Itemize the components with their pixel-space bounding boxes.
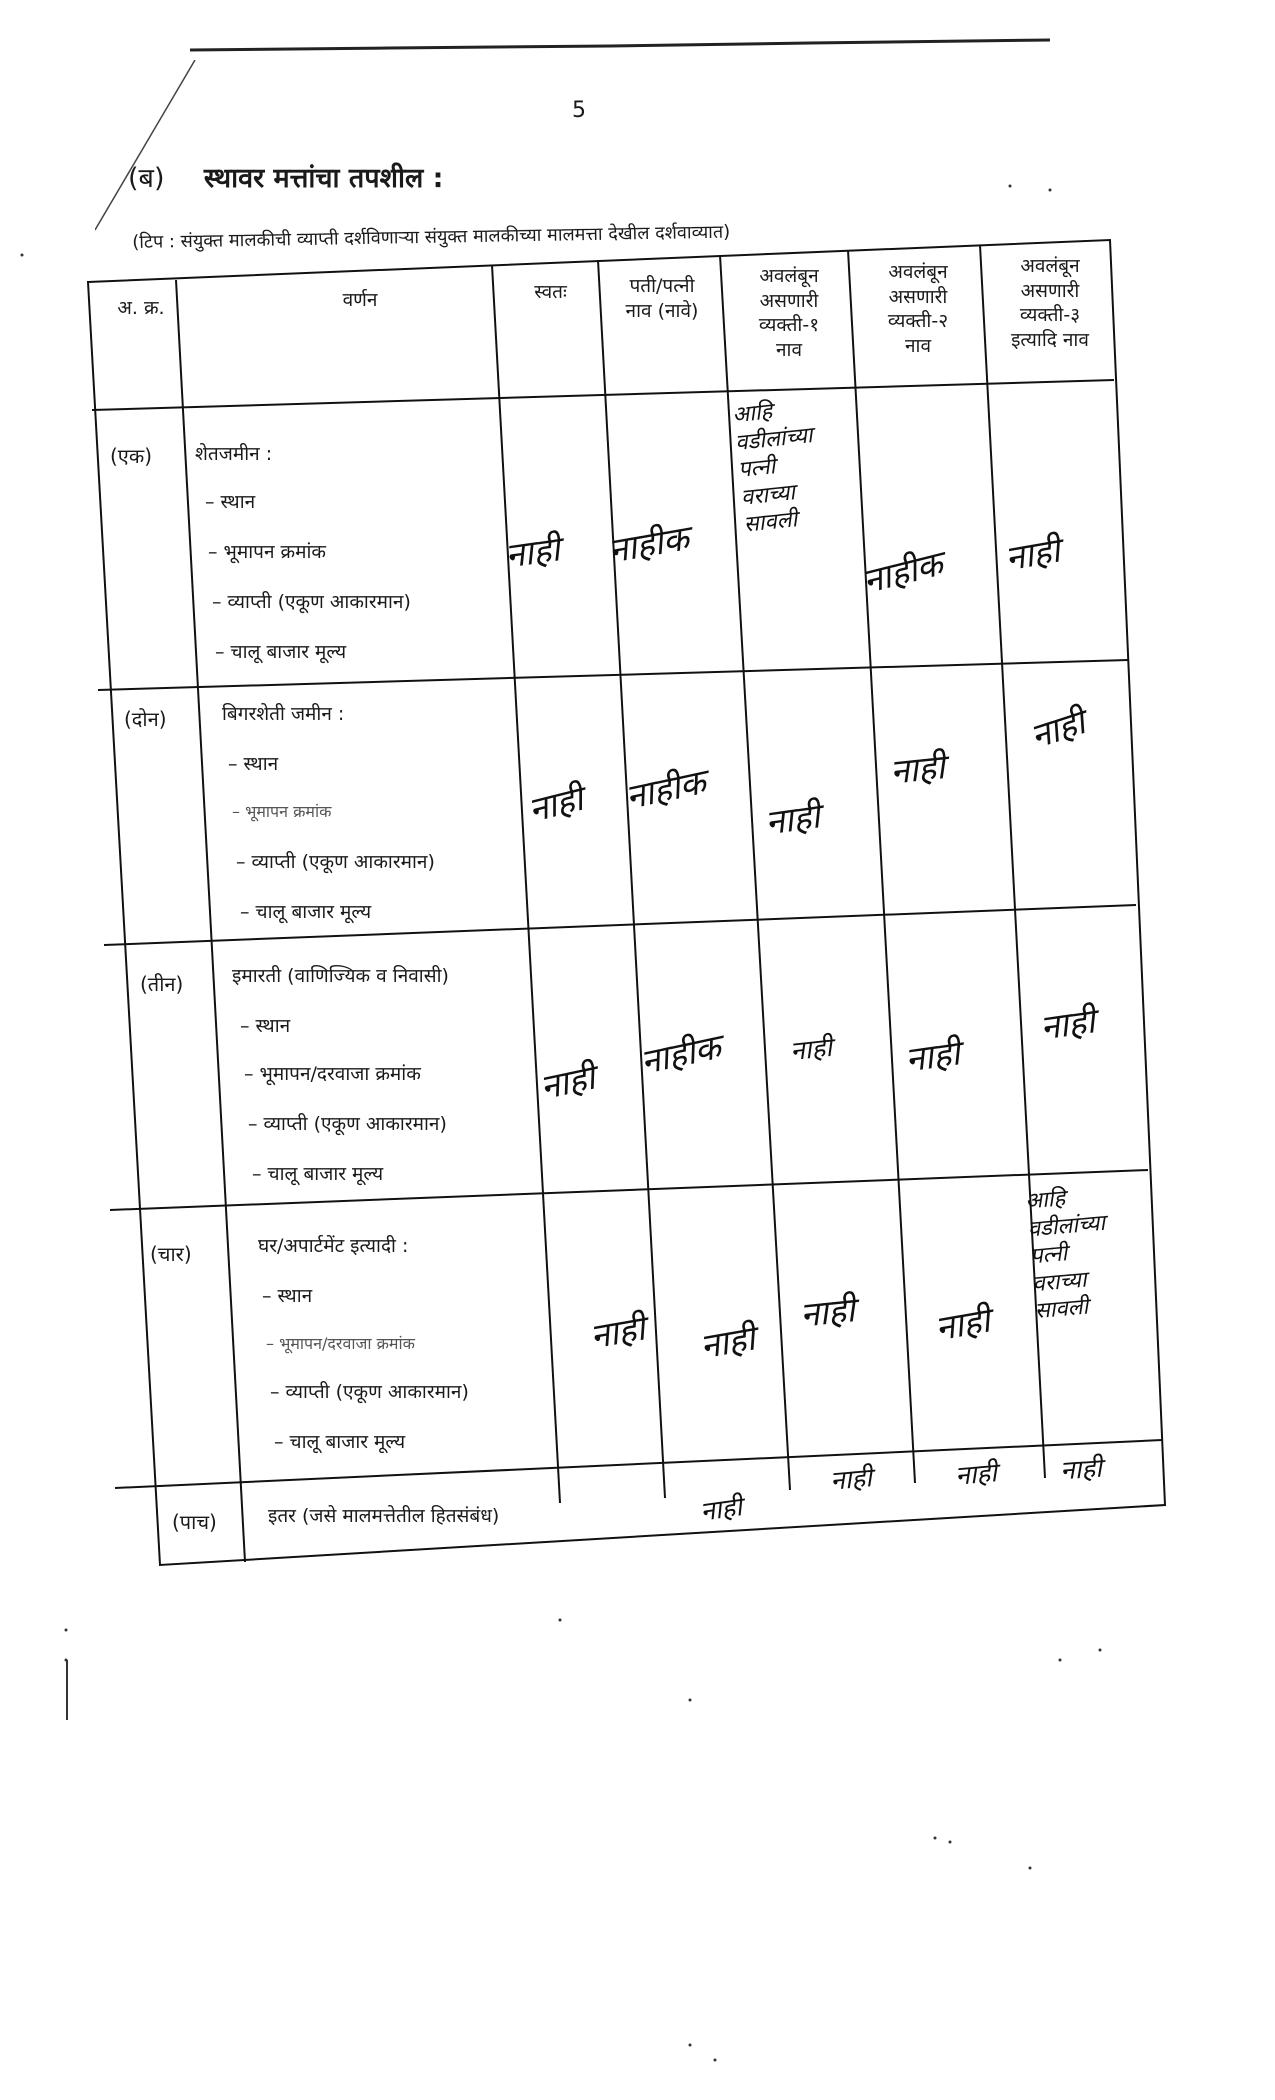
row-item: – चालू बाजार मूल्य: [215, 641, 347, 663]
entry-dependent-2: नाही: [902, 1033, 963, 1081]
header-description: वर्णन: [342, 289, 378, 311]
row-item: – भूमापन/दरवाजा क्रमांक: [266, 1334, 415, 1353]
entry-self: नाही: [524, 778, 588, 831]
entry-dependent-2: नाहीक: [858, 543, 947, 603]
entry-self: नाही: [536, 1057, 599, 1109]
row-item: – चालू बाजार मूल्य: [252, 1163, 384, 1185]
entry-dependent-3: नाही: [1037, 1001, 1098, 1049]
header-spouse: पती/पत्नी नाव (नावे): [625, 275, 699, 322]
entry-self: नाही: [587, 1308, 648, 1358]
row-item: – व्याप्ती (एकूण आकारमान): [270, 1381, 469, 1403]
row-title: इतर (जसे मालमत्तेतील हितसंबंध): [268, 1505, 500, 1527]
entry-spouse: नाहीक: [622, 762, 710, 818]
entry-spouse: नाही: [697, 1318, 758, 1368]
entry-dependent-3: नाही: [1025, 702, 1091, 758]
entry-dependent-2: नाही: [932, 1300, 993, 1350]
row-label: (तीन): [140, 972, 184, 996]
row-label: (एक): [110, 444, 153, 468]
row-item: – स्थान: [240, 1015, 291, 1037]
header-dependent-1: अवलंबून असणारी व्यक्ती-१ नाव: [758, 265, 820, 362]
entry-dependent-2: नाही: [888, 747, 947, 793]
row-item: – स्थान: [228, 753, 279, 775]
row-label: (दोन): [124, 707, 167, 731]
section-title: स्थावर मत्तांचा तपशील :: [203, 163, 444, 194]
entry-self: नाही: [502, 529, 563, 577]
entry-dependent-2: नाही: [953, 1458, 999, 1492]
header-serial: अ. क्र.: [117, 297, 165, 319]
row-label: (पाच): [172, 1510, 217, 1534]
row-item: – भूमापन क्रमांक: [232, 802, 332, 821]
header-dependent-2: अवलंबून असणारी व्यक्ती-२ नाव: [887, 261, 949, 358]
header-dependent-3: अवलंबून असणारी व्यक्ती-३ इत्यादि नाव: [1011, 255, 1089, 352]
row-item: – व्याप्ती (एकूण आकारमान): [248, 1113, 447, 1135]
entry-dependent-1: नाही: [788, 1032, 834, 1068]
header-self: स्वतः: [534, 281, 567, 303]
row-item: – स्थान: [205, 491, 256, 513]
row-label: (चार): [150, 1242, 192, 1266]
entry-spouse: नाहीक: [605, 518, 692, 572]
row-title: बिगरशेती जमीन :: [222, 703, 345, 725]
row-item: – चालू बाजार मूल्य: [274, 1431, 406, 1453]
entry-dependent-1: नाही: [798, 1290, 857, 1336]
row-item: – व्याप्ती (एकूण आकारमान): [236, 851, 435, 873]
entry-dependent-1: नाही: [828, 1463, 874, 1497]
entry-spouse: नाहीक: [637, 1027, 725, 1083]
row-item: – चालू बाजार मूल्य: [240, 901, 372, 923]
row-item: – भूमापन क्रमांक: [208, 541, 327, 563]
row-title: घर/अपार्टमेंट इत्यादी :: [258, 1235, 409, 1257]
page-number: 5: [572, 98, 586, 123]
section-note: (टिप : संयुक्त मालकीची व्याप्ती दर्शविणाऱ्या संयुक्त मालकीच्या मालमत्ता देखील दर्शवाव्यात): [132, 221, 731, 253]
row-item: – भूमापन/दरवाजा क्रमांक: [244, 1063, 421, 1085]
entry-spouse: नाही: [698, 1492, 744, 1528]
entry-dependent-1: नाही: [762, 796, 823, 844]
row-item: – व्याप्ती (एकूण आकारमान): [212, 591, 411, 613]
entry-dependent-1: आहि वडीलांच्या पत्नी वराच्या सावली: [731, 399, 814, 538]
row-title: इमारती (वाणिज्यिक व निवासी): [232, 965, 449, 987]
row-item: – स्थान: [262, 1285, 313, 1307]
section-mark: (ब): [128, 163, 165, 194]
entry-dependent-3: नाही: [1059, 1453, 1103, 1487]
entry-dependent-3: आहि वडीलांच्या पत्नी वराच्या सावली: [1024, 1186, 1107, 1325]
row-title: शेतजमीन :: [195, 443, 273, 465]
entry-dependent-3: नाही: [1002, 530, 1063, 580]
